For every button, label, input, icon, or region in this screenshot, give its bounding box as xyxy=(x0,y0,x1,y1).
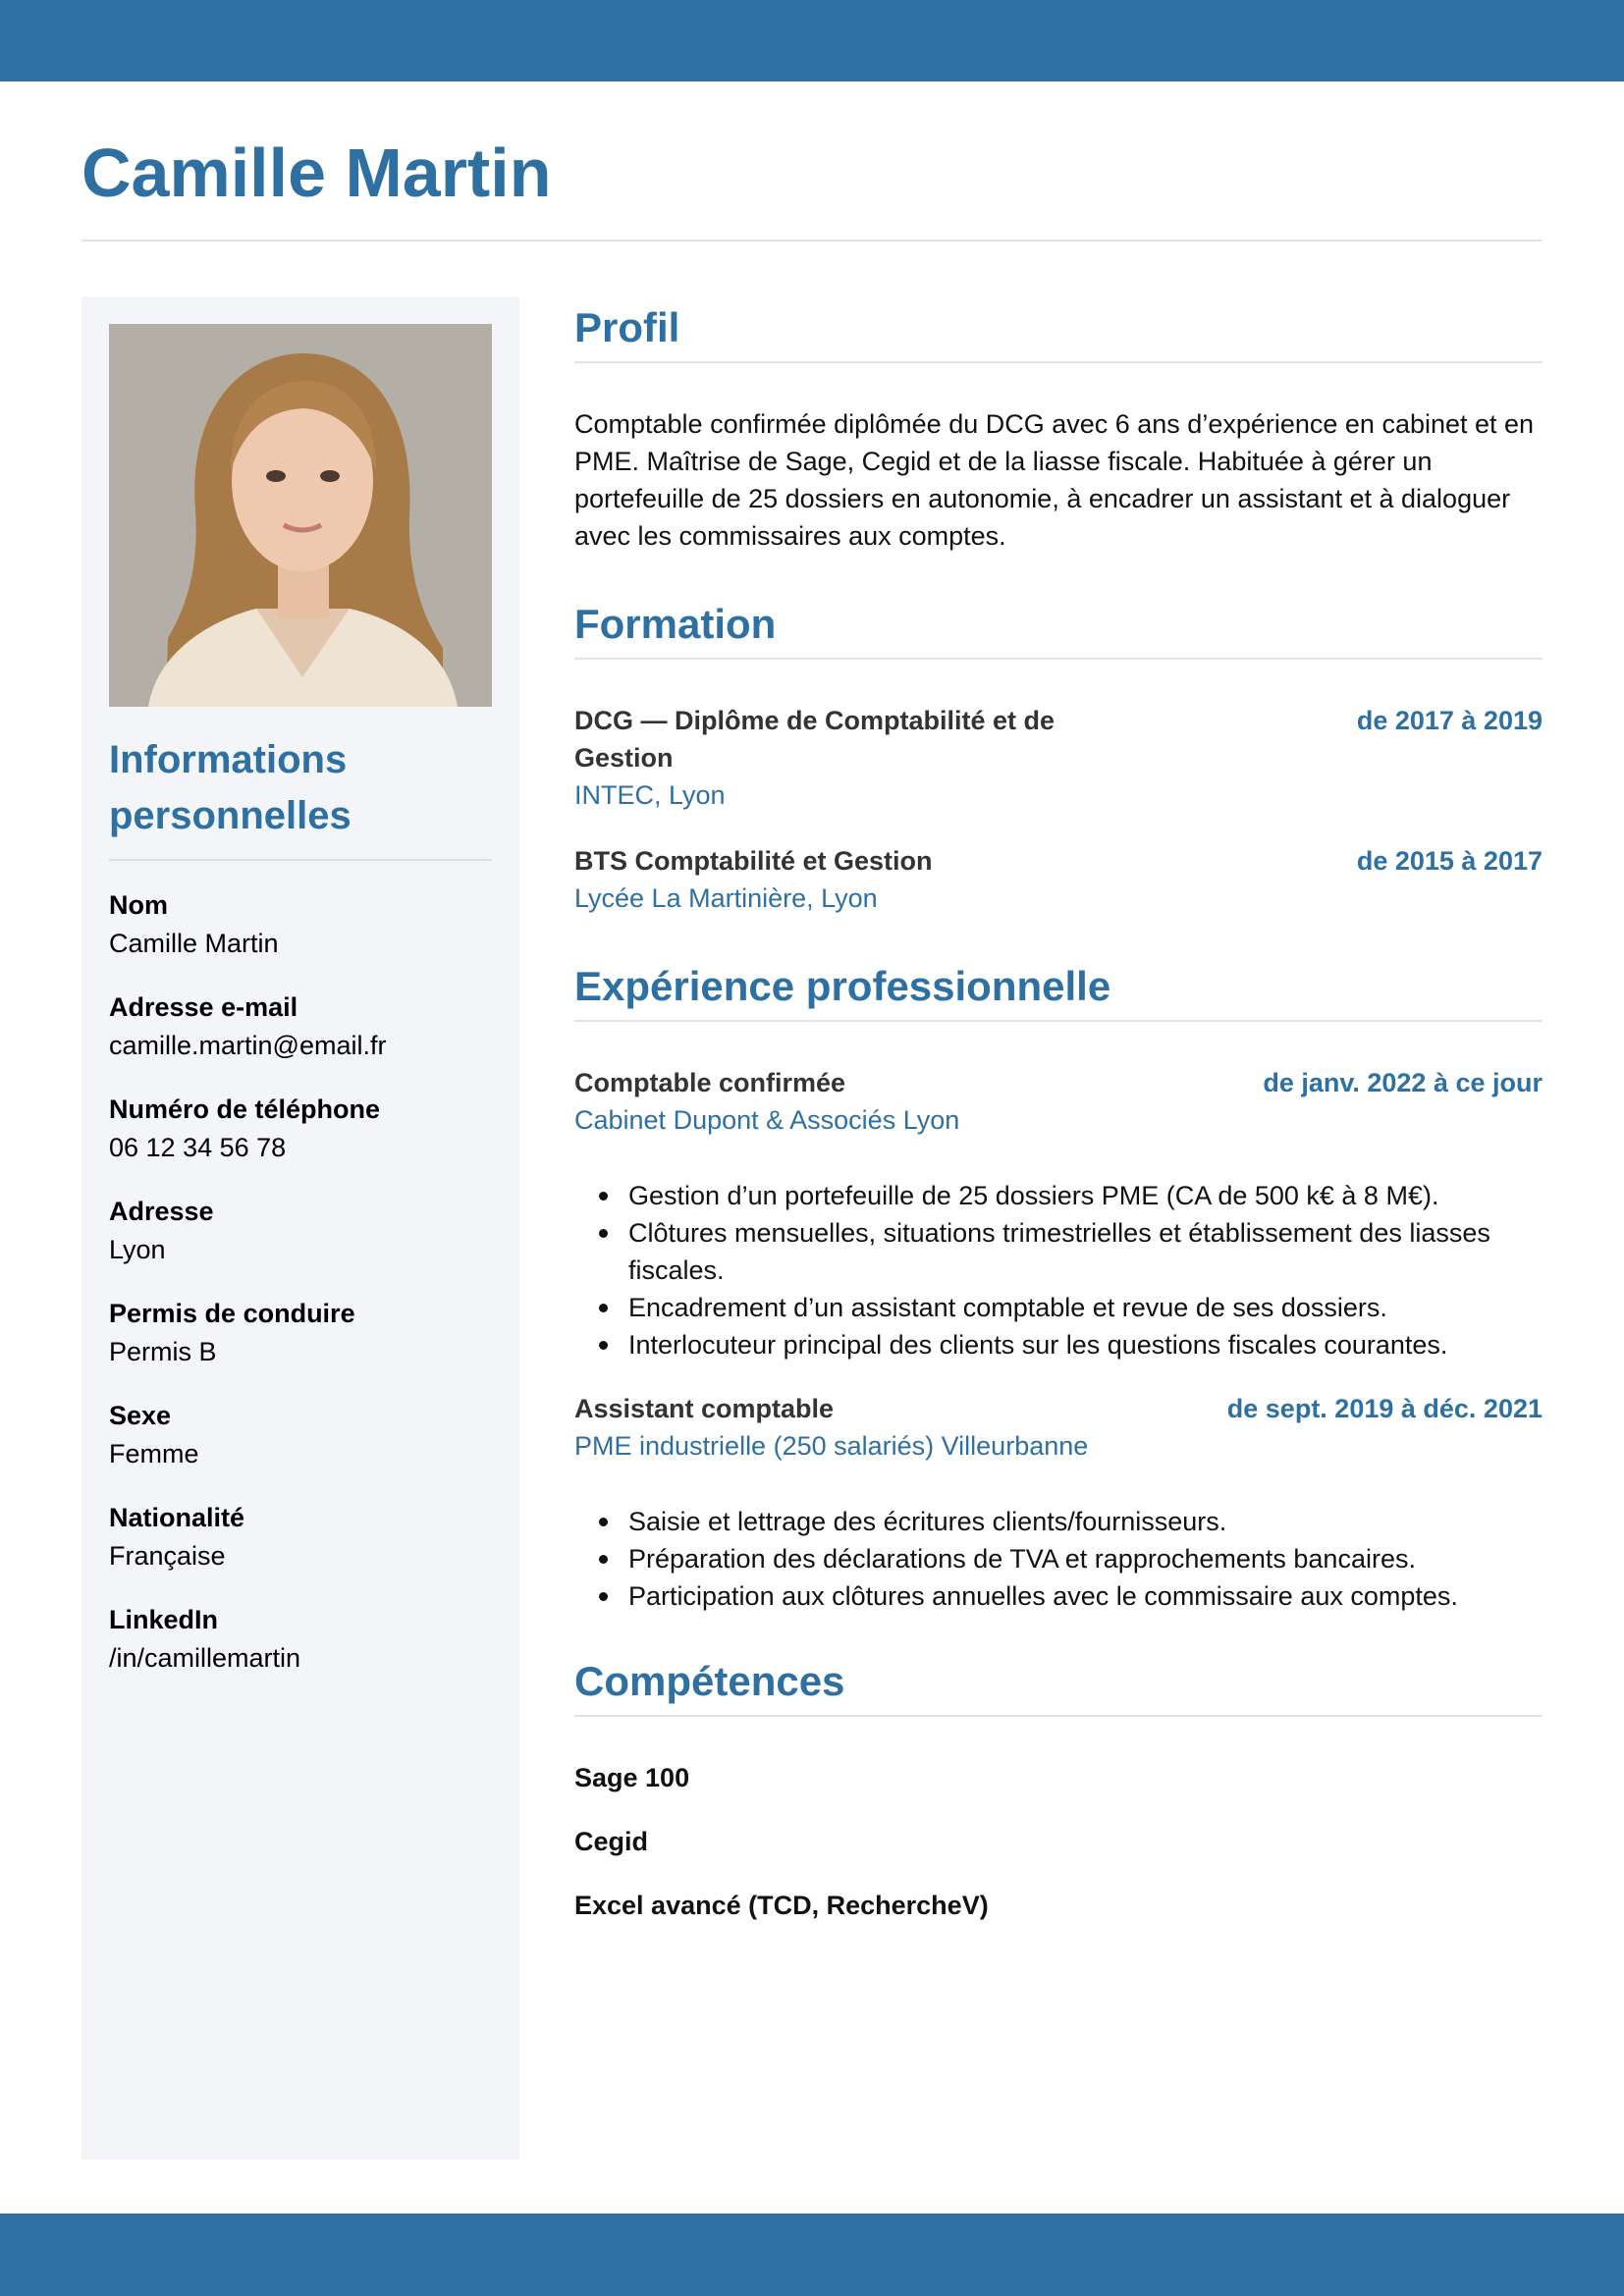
skill-item: Sage 100 xyxy=(574,1763,690,1792)
info-value: Permis B xyxy=(109,1337,217,1366)
personal-info-list xyxy=(109,886,492,1703)
portrait-illustration xyxy=(109,324,492,707)
page-title: Camille Martin xyxy=(81,134,552,211)
section-divider xyxy=(574,658,1543,660)
section-title: Formation xyxy=(574,601,777,647)
entry-date: de 2015 à 2017 xyxy=(1356,846,1543,876)
info-label: Numéro de téléphone xyxy=(109,1095,381,1124)
education-entry xyxy=(574,842,1543,917)
education-section xyxy=(574,597,1543,917)
entry-organization: Lycée La Martinière, Lyon xyxy=(574,883,878,913)
skill-item: Cegid xyxy=(574,1827,649,1856)
info-value: camille.martin@email.fr xyxy=(109,1031,387,1060)
info-label: Sexe xyxy=(109,1401,172,1430)
sidebar-divider xyxy=(109,859,492,861)
section-title: Compétences xyxy=(574,1658,845,1704)
sidebar xyxy=(81,296,519,2160)
task-item: Interlocuteur principal des clients sur les questions fiscales courantes. xyxy=(574,1326,1543,1363)
task-item: Participation aux clôtures annuelles avec le commissaire aux comptes. xyxy=(574,1577,1543,1615)
info-item-linkedin xyxy=(109,1601,492,1703)
task-item: Encadrement d’un assistant comptable et revue de ses dossiers. xyxy=(574,1289,1543,1326)
info-value: Camille Martin xyxy=(109,929,279,958)
bottom-band xyxy=(0,2214,1624,2296)
info-value: 06 12 34 56 78 xyxy=(109,1133,287,1162)
entry-title: DCG — Diplôme de Comptabilité et de Gestion xyxy=(574,706,1056,773)
entry-organization: INTEC, Lyon xyxy=(574,780,726,810)
task-item: Clôtures mensuelles, situations trimestrielles et établissement des liasses fiscales. xyxy=(574,1214,1543,1289)
info-item-phone xyxy=(109,1091,492,1193)
info-label: Permis de conduire xyxy=(109,1299,355,1328)
experience-section xyxy=(574,959,1543,1615)
entry-organization: PME industrielle (250 salariés) Villeurbanne xyxy=(574,1431,1089,1461)
task-list xyxy=(574,1177,1543,1363)
info-label: Nationalité xyxy=(109,1503,245,1532)
experience-entry xyxy=(574,1064,1543,1363)
skills-section xyxy=(574,1654,1543,1924)
profile-section xyxy=(574,300,1543,555)
info-value: /in/camillemartin xyxy=(109,1643,301,1673)
info-value: Femme xyxy=(109,1439,199,1468)
profile-text: Comptable confirmée diplômée du DCG avec 6 ans d’expérience en cabinet et en PME. Maîtrise de Sage, Cegid et de la liasse fiscale. Habituée à gérer un portefeuille de 25 dossiers en autonomie, à encadrer un assistant et à dialoguer avec les commissaires aux comptes. xyxy=(574,409,1535,551)
info-label: Adresse e-mail xyxy=(109,992,298,1022)
task-list xyxy=(574,1503,1543,1615)
info-item-address xyxy=(109,1193,492,1295)
entry-title: BTS Comptabilité et Gestion xyxy=(574,846,933,876)
profile-photo xyxy=(109,324,492,707)
info-item-license xyxy=(109,1295,492,1397)
info-value: Française xyxy=(109,1541,226,1571)
entry-organization: Cabinet Dupont & Associés Lyon xyxy=(574,1105,960,1135)
section-title: Expérience professionnelle xyxy=(574,963,1111,1009)
info-item-nationality xyxy=(109,1499,492,1601)
task-item: Saisie et lettrage des écritures clients/fournisseurs. xyxy=(574,1503,1543,1540)
entry-date: de sept. 2019 à déc. 2021 xyxy=(1226,1394,1543,1423)
section-title: Profil xyxy=(574,304,680,350)
section-divider xyxy=(574,1020,1543,1022)
info-label: LinkedIn xyxy=(109,1605,219,1634)
info-item-email xyxy=(109,988,492,1091)
info-value: Lyon xyxy=(109,1235,166,1264)
task-item: Gestion d’un portefeuille de 25 dossiers PME (CA de 500 k€ à 8 M€). xyxy=(574,1177,1543,1214)
task-item: Préparation des déclarations de TVA et rapprochements bancaires. xyxy=(574,1540,1543,1577)
education-entry xyxy=(574,702,1543,814)
title-divider xyxy=(81,240,1543,241)
experience-entry xyxy=(574,1390,1543,1615)
info-label: Nom xyxy=(109,890,168,920)
info-label: Adresse xyxy=(109,1197,214,1226)
section-divider xyxy=(574,361,1543,363)
entry-title: Assistant comptable xyxy=(574,1394,835,1423)
personal-info-heading: Informations personnelles xyxy=(109,738,352,837)
entry-date: de janv. 2022 à ce jour xyxy=(1263,1068,1543,1097)
main-column xyxy=(574,296,1543,1924)
entry-title: Comptable confirmée xyxy=(574,1068,846,1097)
skill-item: Excel avancé (TCD, RechercheV) xyxy=(574,1891,989,1920)
section-divider xyxy=(574,1715,1543,1717)
top-band xyxy=(0,0,1624,81)
info-item-name xyxy=(109,886,492,988)
info-item-gender xyxy=(109,1397,492,1499)
entry-date: de 2017 à 2019 xyxy=(1356,706,1543,735)
